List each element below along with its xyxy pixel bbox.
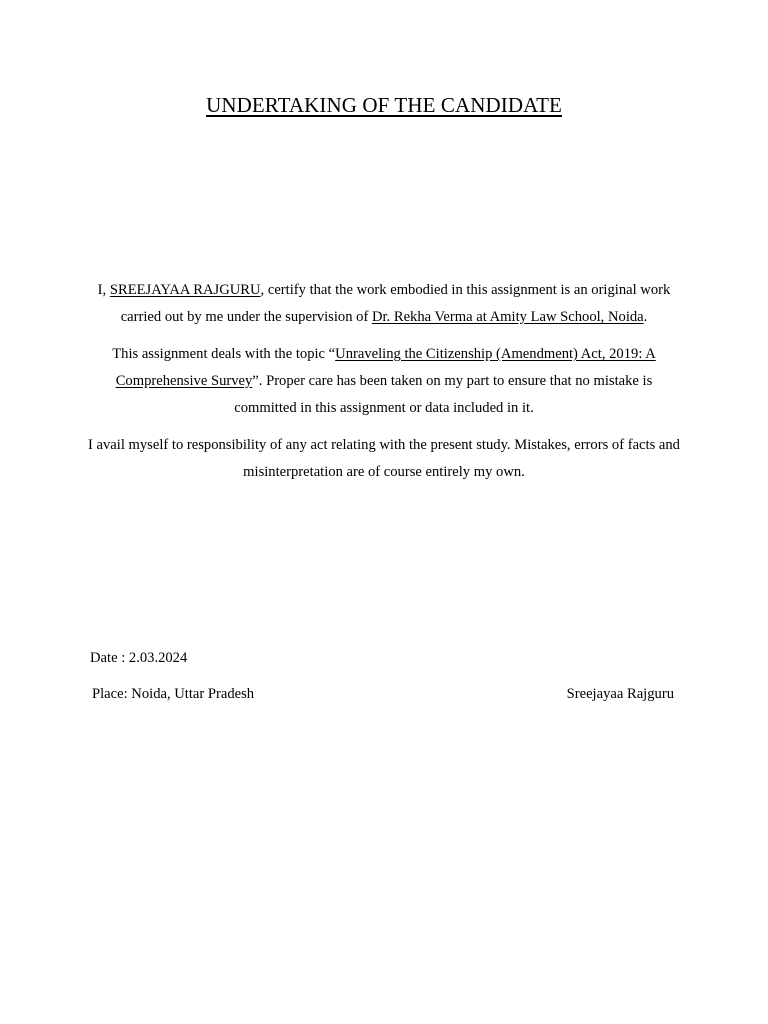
paragraph1-prefix: I, [97, 282, 110, 298]
paragraph1-suffix: . [643, 309, 648, 325]
certification-paragraph [88, 277, 680, 331]
place-line: Place: Noida, Uttar Pradesh [92, 686, 255, 702]
candidate-name: SREEJAYAA RAJGURU [109, 282, 261, 298]
responsibility-paragraph: I avail myself to responsibility of any act relating with the present study. Mistakes, errors of facts and misinterpretation are of course entirely my own. [88, 437, 680, 480]
paragraph2-suffix: ”. Proper care has been taken on my part to ensure that no mistake is committed in this assignment or data included in it. [234, 373, 653, 416]
assignment-topic: Unraveling the Citizenship (Amendment) Act, 2019: A Comprehensive Survey [115, 346, 656, 389]
signature-name: Sreejayaa Rajguru [566, 686, 674, 702]
paragraph1-middle: , certify that the work embodied in this assignment is an original work carried out by me under the supervision of [120, 282, 671, 325]
document-title: UNDERTAKING OF THE CANDIDATE [206, 93, 562, 117]
topic-paragraph [88, 341, 680, 422]
paragraph2-prefix: This assignment deals with the topic “ [112, 346, 336, 362]
supervisor-name: Dr. Rekha Verma at Amity Law School, Noida [371, 309, 644, 325]
date-line: Date : 2.03.2024 [90, 650, 188, 666]
